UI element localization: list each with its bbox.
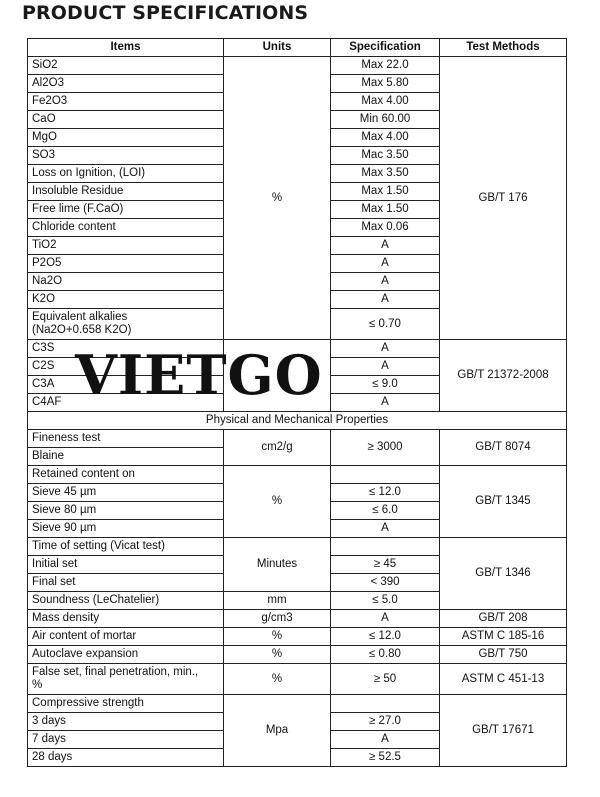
item-cell: Insoluble Residue: [28, 183, 224, 201]
spec-cell: ≤ 12.0: [331, 628, 440, 646]
spec-cell: Max 0.06: [331, 219, 440, 237]
unit-cell: Minutes: [224, 538, 331, 592]
item-cell: C4AF: [28, 394, 224, 412]
item-cell: Blaine: [28, 448, 224, 466]
unit-cell: %: [224, 466, 331, 538]
item-line: (Na2O+0.658 K2O): [32, 324, 132, 336]
item-cell: SiO2: [28, 57, 224, 75]
spec-cell: ≥ 45: [331, 556, 440, 574]
item-cell: P2O5: [28, 255, 224, 273]
watermark-text: VIETGO: [75, 343, 323, 407]
item-cell: [28, 309, 224, 340]
spec-cell: Max 3.50: [331, 165, 440, 183]
unit-cell: [224, 340, 331, 412]
unit-cell: %: [224, 628, 331, 646]
item-cell: Na2O: [28, 273, 224, 291]
method-cell: GB/T 208: [440, 610, 567, 628]
spec-cell: ≤ 5.0: [331, 592, 440, 610]
spec-cell: Mac 3.50: [331, 147, 440, 165]
spec-cell: Max 5.80: [331, 75, 440, 93]
item-cell: Autoclave expansion: [28, 646, 224, 664]
item-cell: C2S: [28, 358, 224, 376]
item-cell: Loss on Ignition, (LOI): [28, 165, 224, 183]
unit-cell: %: [224, 57, 331, 340]
method-cell: GB/T 176: [440, 57, 567, 340]
item-cell: Sieve 45 µm: [28, 484, 224, 502]
table-row: [28, 430, 567, 448]
item-cell: Sieve 90 µm: [28, 520, 224, 538]
spec-cell: Max 4.00: [331, 129, 440, 147]
item-cell: TiO2: [28, 237, 224, 255]
table-row: [28, 628, 567, 646]
item-cell: Free lime (F.CaO): [28, 201, 224, 219]
method-cell: GB/T 17671: [440, 695, 567, 767]
spec-cell: A: [331, 255, 440, 273]
spec-cell: ≥ 3000: [331, 430, 440, 466]
table-row: [28, 664, 567, 695]
specifications-table: [27, 38, 567, 767]
spec-cell: ≤ 12.0: [331, 484, 440, 502]
unit-cell: Mpa: [224, 695, 331, 767]
method-cell: ASTM C 185-16: [440, 628, 567, 646]
spec-cell: ≥ 50: [331, 664, 440, 695]
table-row: [28, 695, 567, 713]
spec-cell: ≤ 9.0: [331, 376, 440, 394]
spec-cell: ≥ 52.5: [331, 749, 440, 767]
item-cell: Initial set: [28, 556, 224, 574]
spec-cell: < 390: [331, 574, 440, 592]
item-cell: Soundness (LeChatelier): [28, 592, 224, 610]
unit-cell: %: [224, 664, 331, 695]
spec-cell: [331, 466, 440, 484]
item-line: False set, final penetration, min.,: [32, 666, 199, 678]
item-cell: 3 days: [28, 713, 224, 731]
spec-cell: Max 1.50: [331, 201, 440, 219]
item-cell: Al2O3: [28, 75, 224, 93]
spec-cell: A: [331, 610, 440, 628]
table-row: [28, 646, 567, 664]
item-line: Equivalent alkalies: [32, 311, 128, 323]
section-row: [28, 412, 567, 430]
spec-cell: Max 1.50: [331, 183, 440, 201]
item-cell: 7 days: [28, 731, 224, 749]
method-cell: GB/T 1345: [440, 466, 567, 538]
header-items: Items: [28, 39, 224, 57]
table-row: [28, 466, 567, 484]
spec-cell: ≥ 27.0: [331, 713, 440, 731]
item-cell: [28, 664, 224, 695]
method-cell: ASTM C 451-13: [440, 664, 567, 695]
header-units: Units: [224, 39, 331, 57]
spec-cell: [331, 695, 440, 713]
unit-cell: %: [224, 646, 331, 664]
item-cell: Sieve 80 µm: [28, 502, 224, 520]
unit-cell: g/cm3: [224, 610, 331, 628]
item-line: %: [32, 679, 43, 691]
item-cell: Compressive strength: [28, 695, 224, 713]
spec-cell: ≤ 6.0: [331, 502, 440, 520]
item-cell: 28 days: [28, 749, 224, 767]
spec-cell: ≤ 0.80: [331, 646, 440, 664]
spec-cell: [331, 538, 440, 556]
item-cell: Air content of mortar: [28, 628, 224, 646]
section-title: Physical and Mechanical Properties: [28, 412, 567, 430]
page-title: PRODUCT SPECIFICATIONS: [22, 2, 309, 24]
item-cell: Mass density: [28, 610, 224, 628]
method-cell: GB/T 21372-2008: [440, 340, 567, 412]
spec-cell: Max 4.00: [331, 93, 440, 111]
header-test-methods: Test Methods: [440, 39, 567, 57]
item-cell: Fe2O3: [28, 93, 224, 111]
method-cell: GB/T 750: [440, 646, 567, 664]
spec-cell: A: [331, 358, 440, 376]
spec-cell: A: [331, 237, 440, 255]
spec-cell: A: [331, 731, 440, 749]
spec-cell: A: [331, 291, 440, 309]
item-cell: SO3: [28, 147, 224, 165]
item-cell: Final set: [28, 574, 224, 592]
method-cell: GB/T 8074: [440, 430, 567, 466]
header-specification: Specification: [331, 39, 440, 57]
unit-cell: cm2/g: [224, 430, 331, 466]
unit-cell: mm: [224, 592, 331, 610]
spec-cell: Min 60.00: [331, 111, 440, 129]
item-cell: C3A: [28, 376, 224, 394]
item-cell: Chloride content: [28, 219, 224, 237]
item-cell: Time of setting (Vicat test): [28, 538, 224, 556]
header-row: [28, 39, 567, 57]
item-cell: MgO: [28, 129, 224, 147]
method-cell: GB/T 1346: [440, 538, 567, 610]
spec-cell: A: [331, 394, 440, 412]
item-cell: C3S: [28, 340, 224, 358]
item-cell: Retained content on: [28, 466, 224, 484]
table-row: [28, 610, 567, 628]
table-row: [28, 57, 567, 75]
spec-cell: A: [331, 273, 440, 291]
spec-cell: A: [331, 340, 440, 358]
spec-cell: Max 22.0: [331, 57, 440, 75]
table-row: [28, 538, 567, 556]
item-cell: CaO: [28, 111, 224, 129]
spec-cell: A: [331, 520, 440, 538]
item-cell: Fineness test: [28, 430, 224, 448]
spec-cell: ≤ 0.70: [331, 309, 440, 340]
table-row: [28, 340, 567, 358]
item-cell: K2O: [28, 291, 224, 309]
